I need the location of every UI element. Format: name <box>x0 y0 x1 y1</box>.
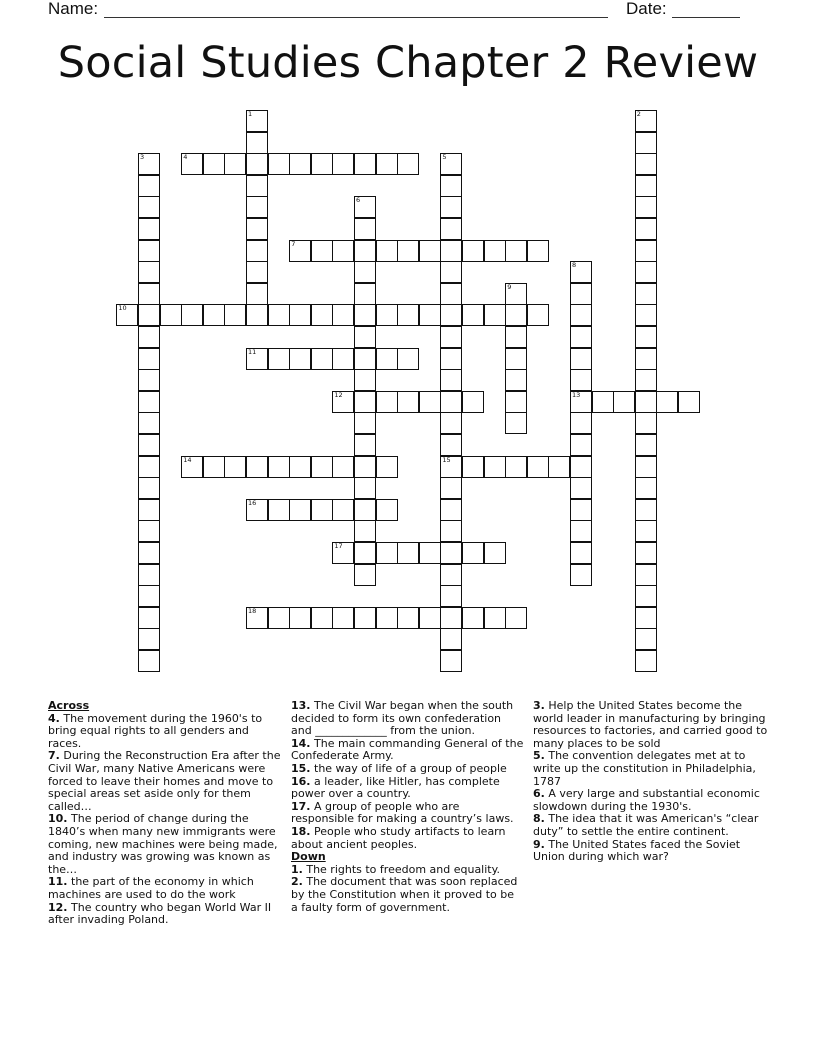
crossword-cell[interactable] <box>635 499 657 521</box>
crossword-cell[interactable] <box>505 412 527 434</box>
crossword-cell[interactable] <box>570 369 592 391</box>
crossword-cell[interactable] <box>505 304 527 326</box>
crossword-cell[interactable] <box>505 369 527 391</box>
clue-number: 7. <box>48 749 60 763</box>
crossword-cell[interactable] <box>224 153 246 175</box>
crossword-cell[interactable] <box>268 304 290 326</box>
crossword-cell[interactable] <box>354 261 376 283</box>
crossword-cell[interactable] <box>570 304 592 326</box>
crossword-cell[interactable] <box>246 348 268 370</box>
clue-number-label: 10 <box>118 304 127 313</box>
crossword-cell[interactable] <box>635 542 657 564</box>
clue-down-2 <box>291 876 524 914</box>
crossword-cell[interactable] <box>224 304 246 326</box>
crossword-cell[interactable] <box>397 391 419 413</box>
crossword-cell[interactable] <box>484 542 506 564</box>
crossword-cell[interactable] <box>635 520 657 542</box>
crossword-cell[interactable] <box>354 348 376 370</box>
clue-number-label: 3 <box>140 153 145 162</box>
crossword-cell[interactable] <box>138 304 160 326</box>
clue-number: 6. <box>533 787 545 801</box>
clue-number: 11. <box>48 875 68 889</box>
crossword-cell[interactable] <box>354 283 376 305</box>
clue-across-16 <box>291 776 524 801</box>
clue-number: 1. <box>291 862 303 876</box>
crossword-cell[interactable] <box>354 564 376 586</box>
crossword-cell[interactable] <box>635 564 657 586</box>
clue-number-label: 7 <box>291 239 296 248</box>
crossword-cell[interactable] <box>462 304 484 326</box>
crossword-cell[interactable] <box>138 499 160 521</box>
crossword-cell[interactable] <box>484 456 506 478</box>
clue-down-9 <box>533 839 769 864</box>
crossword-cell[interactable] <box>440 585 462 607</box>
crossword-cell[interactable] <box>376 348 398 370</box>
clue-number: 4. <box>48 711 60 725</box>
clue-text: The rights to freedom and equality. <box>306 862 501 876</box>
clue-number-label: 15 <box>442 455 451 464</box>
crossword-cell[interactable] <box>484 304 506 326</box>
crossword-cell[interactable] <box>440 564 462 586</box>
clue-number-label: 13 <box>572 390 581 399</box>
crossword-cell[interactable] <box>440 477 462 499</box>
crossword-cell[interactable] <box>246 283 268 305</box>
crossword-cell[interactable] <box>376 153 398 175</box>
crossword-cell[interactable] <box>440 650 462 672</box>
crossword-cell[interactable] <box>635 412 657 434</box>
crossword-cell[interactable] <box>635 369 657 391</box>
crossword-cell[interactable] <box>332 304 354 326</box>
crossword-cell[interactable] <box>289 240 311 262</box>
crossword-cell[interactable] <box>354 456 376 478</box>
crossword-cell[interactable] <box>462 240 484 262</box>
crossword-cell[interactable] <box>678 391 700 413</box>
clue-text: The convention delegates met at to write up the constitution in Philadelphia, 1787 <box>533 749 756 788</box>
crossword-cell[interactable] <box>484 240 506 262</box>
clue-number: 8. <box>533 812 545 826</box>
clue-number: 13. <box>291 699 311 712</box>
crossword-cell[interactable] <box>246 240 268 262</box>
crossword-cell[interactable] <box>419 542 441 564</box>
crossword-cell[interactable] <box>332 499 354 521</box>
crossword-cell[interactable] <box>246 132 268 154</box>
crossword-cell[interactable] <box>138 196 160 218</box>
clue-across-11 <box>48 876 282 901</box>
crossword-cell[interactable] <box>181 304 203 326</box>
crossword-cell[interactable] <box>332 542 354 564</box>
crossword-cell[interactable] <box>635 196 657 218</box>
crossword-cell[interactable] <box>354 369 376 391</box>
crossword-cell[interactable] <box>138 175 160 197</box>
clue-down-8 <box>533 813 769 838</box>
crossword-cell[interactable] <box>268 607 290 629</box>
crossword-cell[interactable] <box>440 304 462 326</box>
crossword-cell[interactable] <box>440 153 462 175</box>
crossword-cell[interactable] <box>138 326 160 348</box>
crossword-cell[interactable] <box>138 412 160 434</box>
clue-number-label: 14 <box>183 455 192 464</box>
crossword-cell[interactable] <box>440 520 462 542</box>
crossword-cell[interactable] <box>332 348 354 370</box>
clue-number-label: 9 <box>507 282 512 291</box>
crossword-cell[interactable] <box>138 456 160 478</box>
crossword-cell[interactable] <box>635 456 657 478</box>
crossword-cell[interactable] <box>138 348 160 370</box>
crossword-cell[interactable] <box>419 391 441 413</box>
crossword-cell[interactable] <box>440 261 462 283</box>
clue-text: A group of people who are responsible for making a country’s laws. <box>291 799 514 826</box>
clue-text: The period of change during the 1840’s when many new immigrants were coming, new machines were being made, and industry was growing was known as the… <box>48 812 278 876</box>
crossword-cell[interactable] <box>570 261 592 283</box>
crossword-cell[interactable] <box>635 650 657 672</box>
crossword-cell[interactable] <box>246 153 268 175</box>
crossword-cell[interactable] <box>246 499 268 521</box>
clue-number-label: 5 <box>442 153 447 162</box>
crossword-cell[interactable] <box>505 456 527 478</box>
crossword-cell[interactable] <box>289 499 311 521</box>
clue-across-4 <box>48 713 282 751</box>
crossword-cell[interactable] <box>440 499 462 521</box>
crossword-cell[interactable] <box>635 132 657 154</box>
crossword-cell[interactable] <box>268 456 290 478</box>
crossword-cell[interactable] <box>635 391 657 413</box>
crossword-cell[interactable] <box>138 261 160 283</box>
crossword-cell[interactable] <box>440 175 462 197</box>
crossword-cell[interactable] <box>440 607 462 629</box>
crossword-cell[interactable] <box>354 326 376 348</box>
clue-text: The United States faced the Soviet Union during which war? <box>533 837 741 864</box>
crossword-cell[interactable] <box>354 196 376 218</box>
clue-number: 17. <box>291 799 311 813</box>
crossword-cell[interactable] <box>570 348 592 370</box>
crossword-cell[interactable] <box>527 304 549 326</box>
crossword-cell[interactable] <box>138 283 160 305</box>
crossword-cell[interactable] <box>289 456 311 478</box>
crossword-cell[interactable] <box>376 499 398 521</box>
crossword-cell[interactable] <box>354 218 376 240</box>
crossword-cell[interactable] <box>440 628 462 650</box>
crossword-cell[interactable] <box>635 110 657 132</box>
crossword-cell[interactable] <box>440 218 462 240</box>
clue-across-10 <box>48 813 282 876</box>
crossword-cell[interactable] <box>224 456 246 478</box>
crossword-cell[interactable] <box>570 542 592 564</box>
crossword-cell[interactable] <box>505 240 527 262</box>
crossword-cell[interactable] <box>354 412 376 434</box>
clue-across-17 <box>291 801 524 826</box>
clue-down-5 <box>533 750 769 788</box>
crossword-cell[interactable] <box>203 456 225 478</box>
crossword-cell[interactable] <box>246 175 268 197</box>
crossword-cell[interactable] <box>462 456 484 478</box>
crossword-cell[interactable] <box>635 348 657 370</box>
name-label: Name: <box>48 0 99 18</box>
crossword-cell[interactable] <box>635 477 657 499</box>
clue-text: a leader, like Hitler, has complete power over a country. <box>291 774 500 801</box>
crossword-cell[interactable] <box>138 607 160 629</box>
crossword-cell[interactable] <box>397 240 419 262</box>
clue-text: The main commanding General of the Confederate Army. <box>291 736 524 763</box>
clue-number-label: 4 <box>183 153 188 162</box>
crossword-cell[interactable] <box>138 628 160 650</box>
crossword-cell[interactable] <box>138 391 160 413</box>
crossword-cell[interactable] <box>440 369 462 391</box>
crossword-cell[interactable] <box>570 499 592 521</box>
crossword-cell[interactable] <box>138 542 160 564</box>
crossword-cell[interactable] <box>246 218 268 240</box>
crossword-cell[interactable] <box>332 240 354 262</box>
crossword-cell[interactable] <box>311 153 333 175</box>
clue-number-label: 6 <box>356 196 361 205</box>
clue-text: People who study artifacts to learn about ancient peoples. <box>291 824 506 851</box>
crossword-cell[interactable] <box>440 326 462 348</box>
crossword-cell[interactable] <box>570 434 592 456</box>
crossword-cell[interactable] <box>354 434 376 456</box>
crossword-cell[interactable] <box>376 391 398 413</box>
clue-number: 14. <box>291 736 311 750</box>
crossword-cell[interactable] <box>505 326 527 348</box>
crossword-cell[interactable] <box>354 240 376 262</box>
crossword-cell[interactable] <box>462 391 484 413</box>
crossword-cell[interactable] <box>354 477 376 499</box>
crossword-cell[interactable] <box>613 391 635 413</box>
crossword-cell[interactable] <box>505 283 527 305</box>
clue-number-label: 2 <box>636 110 641 118</box>
crossword-cell[interactable] <box>440 283 462 305</box>
clue-number: 10. <box>48 812 68 826</box>
clue-number-label: 18 <box>248 606 257 615</box>
clue-text: Help the United States become the world leader in manufacturing by bringing resources to factories, and carried good to many places to be sold <box>533 699 768 750</box>
crossword-cell[interactable] <box>440 196 462 218</box>
clue-number: 12. <box>48 900 68 914</box>
crossword-cell[interactable] <box>376 304 398 326</box>
crossword-cell[interactable] <box>138 218 160 240</box>
crossword-cell[interactable] <box>332 607 354 629</box>
crossword-cell[interactable] <box>246 607 268 629</box>
crossword-cell[interactable] <box>570 412 592 434</box>
crossword-cell[interactable] <box>181 456 203 478</box>
crossword-cell[interactable] <box>354 304 376 326</box>
clue-number-label: 17 <box>334 542 343 550</box>
clue-text: The movement during the 1960's to bring equal rights to all genders and races. <box>48 711 263 750</box>
crossword-cell[interactable] <box>635 261 657 283</box>
crossword-cell[interactable] <box>181 153 203 175</box>
crossword-cell[interactable] <box>419 607 441 629</box>
crossword-cell[interactable] <box>138 369 160 391</box>
crossword-cell[interactable] <box>332 391 354 413</box>
crossword-cell[interactable] <box>246 196 268 218</box>
clue-across-14 <box>291 738 524 763</box>
crossword-cell[interactable] <box>332 153 354 175</box>
crossword-cell[interactable] <box>268 499 290 521</box>
crossword-cell[interactable] <box>246 304 268 326</box>
crossword-cell[interactable] <box>527 240 549 262</box>
crossword-cell[interactable] <box>635 153 657 175</box>
crossword-cell[interactable] <box>376 542 398 564</box>
crossword-cell[interactable] <box>635 175 657 197</box>
crossword-cell[interactable] <box>656 391 678 413</box>
clue-across-12 <box>48 902 282 927</box>
crossword-cell[interactable] <box>635 304 657 326</box>
crossword-cell[interactable] <box>354 607 376 629</box>
crossword-cell[interactable] <box>397 607 419 629</box>
crossword-cell[interactable] <box>570 520 592 542</box>
clue-number: 2. <box>291 875 303 889</box>
clue-across-7 <box>48 750 282 813</box>
clue-text: The document that was soon replaced by the Constitution when it proved to be a faulty form of government. <box>291 875 518 914</box>
clues-column-3 <box>533 700 769 864</box>
crossword-cell[interactable] <box>570 564 592 586</box>
crossword-cell[interactable] <box>289 607 311 629</box>
crossword-cell[interactable] <box>397 153 419 175</box>
crossword-cell[interactable] <box>203 153 225 175</box>
crossword-cell[interactable] <box>484 607 506 629</box>
page-title: Social Studies Chapter 2 Review <box>57 38 759 88</box>
crossword-cell[interactable] <box>138 650 160 672</box>
crossword-cell[interactable] <box>635 240 657 262</box>
crossword-cell[interactable] <box>354 542 376 564</box>
clue-text: The country who began World War II after invading Poland. <box>48 900 272 927</box>
crossword-cell[interactable] <box>635 218 657 240</box>
crossword-cell[interactable] <box>311 304 333 326</box>
crossword-cell[interactable] <box>570 477 592 499</box>
crossword-cell[interactable] <box>376 240 398 262</box>
crossword-cell[interactable] <box>246 110 268 132</box>
crossword-cell[interactable] <box>440 391 462 413</box>
crossword-cell[interactable] <box>246 261 268 283</box>
crossword-cell[interactable] <box>570 326 592 348</box>
clue-number: 18. <box>291 824 311 838</box>
clue-number-label: 11 <box>248 347 257 356</box>
clue-text: The idea that it was American's “clear duty” to settle the entire continent. <box>533 812 759 838</box>
crossword-cell[interactable] <box>635 607 657 629</box>
crossword-cell[interactable] <box>419 304 441 326</box>
clue-text: The Civil War began when the south decided to form its own confederation and _____________ from the union. <box>291 699 514 738</box>
crossword-cell[interactable] <box>440 542 462 564</box>
crossword-cell[interactable] <box>505 391 527 413</box>
crossword-cell[interactable] <box>592 391 614 413</box>
crossword-cell[interactable] <box>289 348 311 370</box>
crossword-cell[interactable] <box>138 520 160 542</box>
crossword-cell[interactable] <box>376 456 398 478</box>
crossword-cell[interactable] <box>138 153 160 175</box>
crossword-cell[interactable] <box>311 456 333 478</box>
crossword-cell[interactable] <box>138 434 160 456</box>
clue-number-label: 1 <box>248 110 253 118</box>
crossword-cell[interactable] <box>527 456 549 478</box>
crossword-cell[interactable] <box>311 348 333 370</box>
crossword-cell[interactable] <box>635 585 657 607</box>
clue-number: 15. <box>291 761 311 775</box>
crossword-cell[interactable] <box>440 434 462 456</box>
crossword-cell[interactable] <box>311 499 333 521</box>
clue-number: 9. <box>533 837 545 851</box>
crossword-cell[interactable] <box>246 456 268 478</box>
clue-number-label: 16 <box>248 498 257 507</box>
clue-down-3 <box>533 700 769 750</box>
clue-across-13 <box>291 700 524 738</box>
clues-column-2 <box>291 700 524 914</box>
crossword-cell[interactable] <box>570 391 592 413</box>
crossword-cell[interactable] <box>376 607 398 629</box>
crossword-cell[interactable] <box>332 456 354 478</box>
crossword-cell[interactable] <box>397 304 419 326</box>
crossword-cell[interactable] <box>440 348 462 370</box>
crossword-cell[interactable] <box>570 456 592 478</box>
crossword-cell[interactable] <box>160 304 182 326</box>
crossword-cell[interactable] <box>311 607 333 629</box>
crossword-cell[interactable] <box>419 240 441 262</box>
crossword-cell[interactable] <box>311 240 333 262</box>
crossword-cell[interactable] <box>505 348 527 370</box>
crossword-cell[interactable] <box>440 412 462 434</box>
clue-down-6 <box>533 788 769 813</box>
crossword-cell[interactable] <box>635 434 657 456</box>
clue-number-label: 12 <box>334 390 343 399</box>
clue-number: 5. <box>533 749 545 763</box>
crossword-cell[interactable] <box>268 153 290 175</box>
crossword-cell[interactable] <box>354 520 376 542</box>
crossword-cell[interactable] <box>354 153 376 175</box>
crossword-cell[interactable] <box>505 607 527 629</box>
clue-across-18 <box>291 826 524 851</box>
crossword-cell[interactable] <box>462 542 484 564</box>
crossword-cell[interactable] <box>635 628 657 650</box>
clue-number: 3. <box>533 699 545 712</box>
crossword-cell[interactable] <box>548 456 570 478</box>
clues-column-1 <box>48 700 282 927</box>
crossword-cell[interactable] <box>203 304 225 326</box>
crossword-cell[interactable] <box>440 240 462 262</box>
crossword-cell[interactable] <box>440 456 462 478</box>
crossword-cell[interactable] <box>462 607 484 629</box>
crossword-cell[interactable] <box>289 153 311 175</box>
crossword-cell[interactable] <box>138 585 160 607</box>
crossword-cell[interactable] <box>635 326 657 348</box>
clue-text: the way of life of a group of people <box>314 761 507 775</box>
crossword-cell[interactable] <box>268 348 290 370</box>
across-heading: Across <box>48 699 90 712</box>
crossword-cell[interactable] <box>138 477 160 499</box>
crossword-cell[interactable] <box>354 391 376 413</box>
down-heading: Down <box>291 850 326 864</box>
crossword-cell[interactable] <box>635 283 657 305</box>
crossword-cell[interactable] <box>397 348 419 370</box>
clue-text: the part of the economy in which machines are used to do the work <box>48 875 254 901</box>
clue-text: During the Reconstruction Era after the Civil War, many Native Americans were forced to leave their homes and move to special areas set aside only for them called… <box>48 749 281 813</box>
clue-number: 16. <box>291 774 311 788</box>
crossword-cell[interactable] <box>289 304 311 326</box>
crossword-cell[interactable] <box>138 240 160 262</box>
crossword-cell[interactable] <box>354 499 376 521</box>
crossword-cell[interactable] <box>138 564 160 586</box>
crossword-cell[interactable] <box>397 542 419 564</box>
crossword-cell[interactable] <box>116 304 138 326</box>
clue-number-label: 8 <box>572 261 577 270</box>
date-label: Date: <box>626 0 667 18</box>
clue-text: A very large and substantial economic slowdown during the 1930's. <box>533 787 760 813</box>
crossword-cell[interactable] <box>570 283 592 305</box>
